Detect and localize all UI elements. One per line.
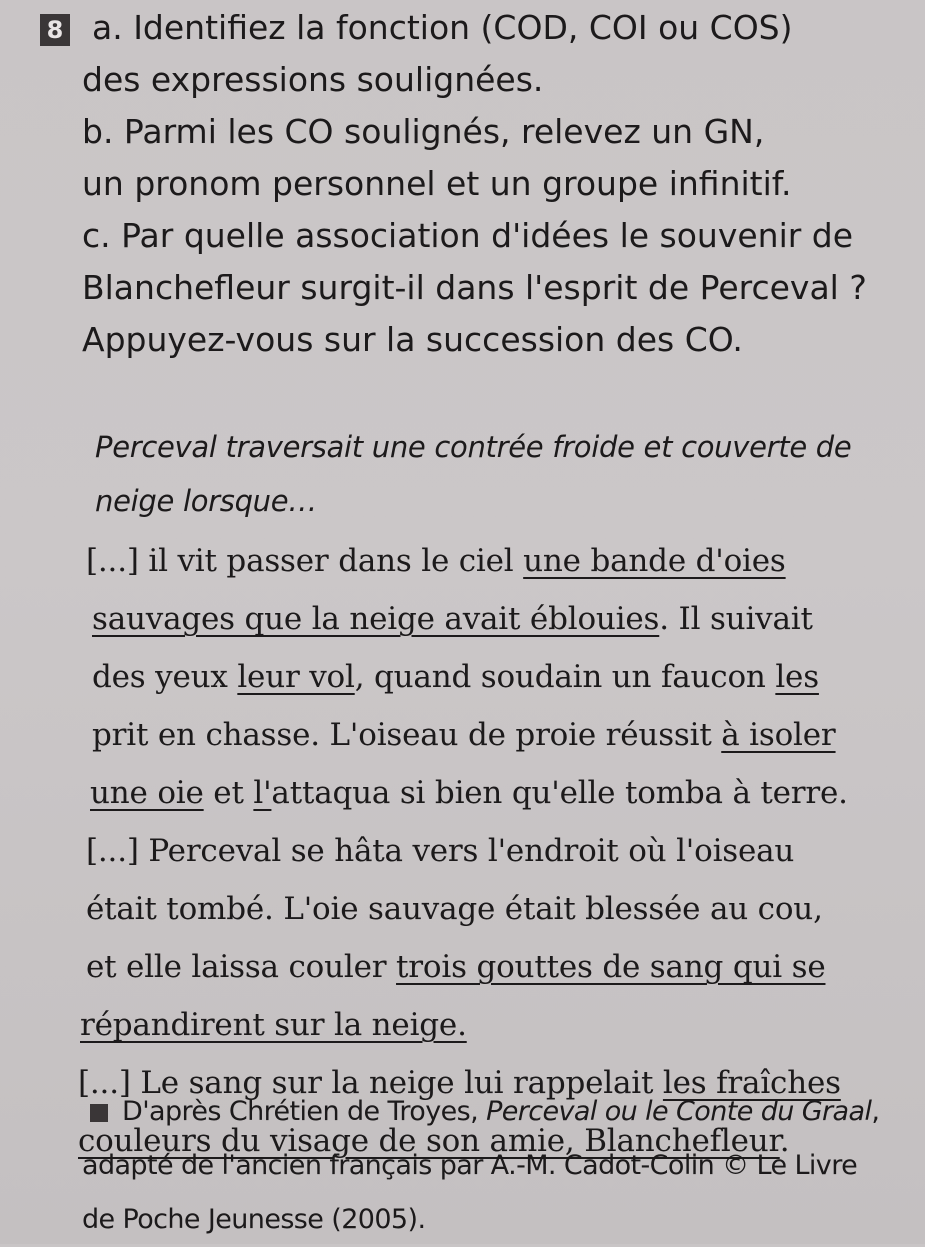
underlined-complement: les — [775, 659, 819, 695]
question-a-line-2: des expressions soulignées. — [82, 60, 544, 99]
underlined-complement: les fraîches — [662, 1065, 841, 1101]
excerpt-text: , quand soudain un faucon — [354, 659, 776, 695]
excerpt-line-1 — [86, 532, 898, 590]
excerpt-introduction — [95, 420, 875, 528]
source-text: , — [871, 1096, 880, 1127]
underlined-complement: à isoler — [721, 717, 836, 753]
intro-line-1: Perceval traversait une contrée froide et couverte de — [95, 430, 852, 464]
underlined-complement: trois gouttes de sang qui se — [396, 949, 826, 985]
excerpt-line-7: était tombé. L'oie sauvage était blessée au cou, — [86, 891, 823, 927]
excerpt-text: [...] Le sang sur la neige lui rappelait — [78, 1065, 663, 1101]
excerpt-line-4 — [92, 706, 898, 764]
excerpt-line-6: [...] Perceval se hâta vers l'endroit où l'oiseau — [86, 833, 795, 869]
bullet-square-icon — [90, 1104, 108, 1122]
excerpt-line-3 — [92, 648, 898, 706]
excerpt-line-2 — [92, 590, 898, 648]
excerpt-text: attaqua si bien qu'elle tomba à terre. — [271, 775, 848, 811]
exercise-number-badge: 8 — [40, 14, 70, 46]
excerpt-line-5 — [90, 764, 898, 822]
exercise-questions — [82, 2, 912, 366]
underlined-complement: l' — [253, 775, 272, 811]
excerpt-line-9 — [80, 996, 898, 1054]
underlined-complement: sauvages que la neige avait éblouies — [92, 601, 660, 637]
question-a-line-1: a. Identifiez la fonction (COD, COI ou COS) — [92, 8, 793, 47]
question-b-line-1: b. Parmi les CO soulignés, relevez un GN, — [82, 112, 765, 151]
source-line-2: adapté de l'ancien français par A.-M. Cadot-Colin © Le Livre — [82, 1150, 858, 1181]
excerpt-text: des yeux — [92, 659, 238, 695]
source-line-3: de Poche Jeunesse (2005). — [82, 1204, 426, 1235]
underlined-complement: une bande d'oies — [523, 543, 786, 579]
underlined-complement: répandirent sur la neige. — [80, 1007, 467, 1043]
underlined-complement: couleurs du visage de son amie, Blanchefleur — [78, 1123, 780, 1159]
question-b-line-2: un pronom personnel et un groupe infinitif. — [82, 164, 792, 203]
intro-line-2: neige lorsque… — [95, 484, 318, 518]
excerpt-text: et elle laissa couler — [86, 949, 397, 985]
excerpt-text: . — [779, 1123, 790, 1159]
source-text: D'après Chrétien de Troyes, — [122, 1096, 487, 1127]
excerpt-line-8 — [86, 938, 898, 996]
underlined-complement: leur vol — [237, 659, 355, 695]
underlined-complement: une oie — [90, 775, 204, 811]
source-citation — [82, 1085, 912, 1247]
question-c-line-3: Appuyez-vous sur la succession des CO. — [82, 320, 743, 359]
source-line-1 — [90, 1085, 912, 1139]
excerpt-text: prit en chasse. L'oiseau de proie réussit — [92, 717, 722, 753]
excerpt-text: . Il suivait — [659, 601, 813, 637]
source-work-title: Perceval ou le Conte du Graal — [486, 1096, 872, 1127]
excerpt-text: [...] il vit passer dans le ciel — [86, 543, 524, 579]
literary-excerpt — [78, 532, 898, 1170]
excerpt-text: et — [203, 775, 254, 811]
question-c-line-2: Blanchefleur surgit-il dans l'esprit de Perceval ? — [82, 268, 867, 307]
question-c-line-1: c. Par quelle association d'idées le souvenir de — [82, 216, 854, 255]
